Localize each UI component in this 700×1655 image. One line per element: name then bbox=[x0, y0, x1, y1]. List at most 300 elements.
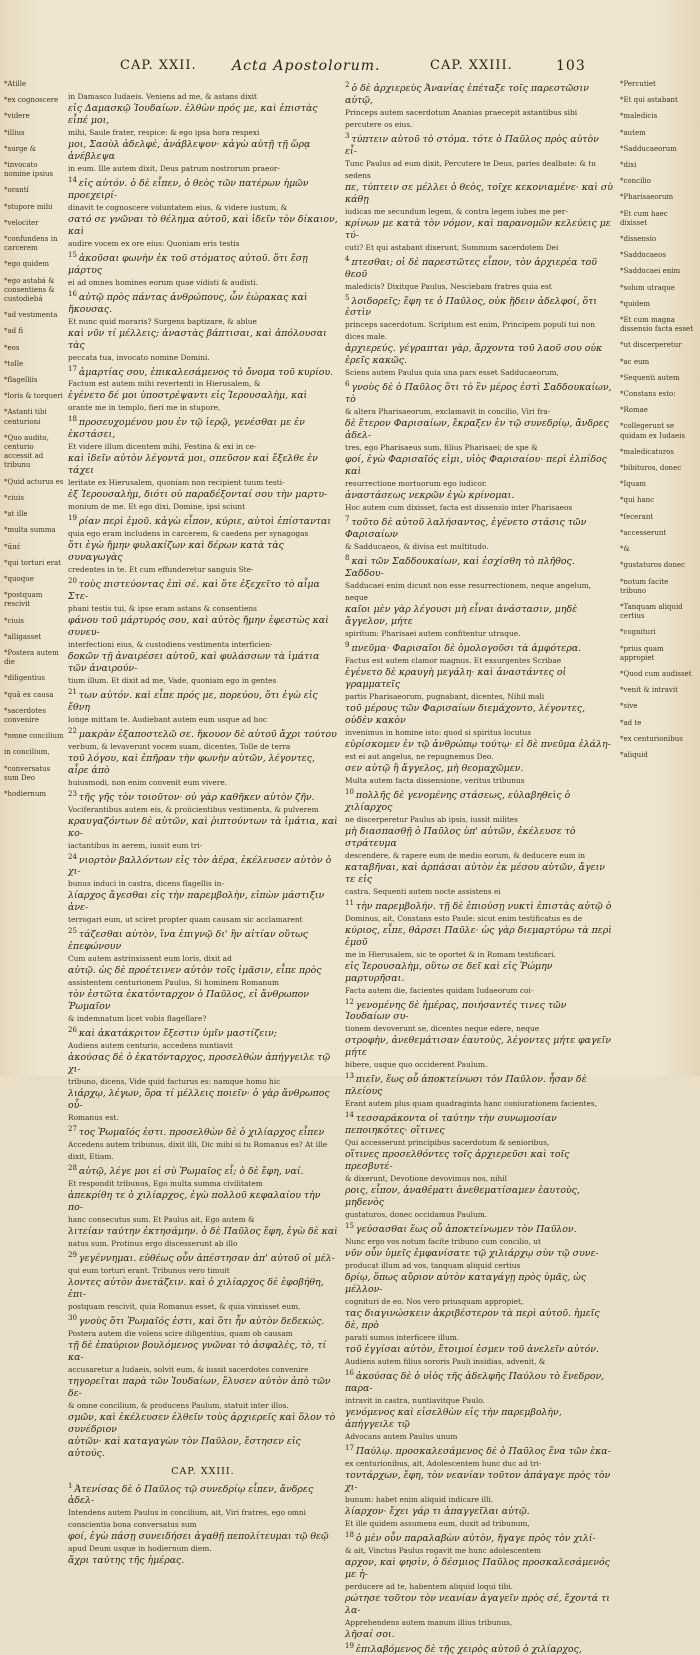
margin-note: *autem bbox=[620, 128, 646, 137]
verse-number: 19 bbox=[68, 514, 77, 523]
margin-note: *notum facite tribuno bbox=[620, 577, 669, 595]
greek-text: φοί, ἐγὼ Φαρισαῖός εἰμι, υἱὸς Φαρισαίου· περὶ ἐλπίδος καὶ bbox=[345, 454, 607, 478]
margin-note: *Tanquam aliquid certius bbox=[620, 602, 683, 621]
margin-note: *quā ex causa bbox=[4, 690, 54, 699]
running-title: Acta Apostolorum. bbox=[232, 58, 381, 74]
verse-number: 7 bbox=[345, 515, 350, 524]
greek-text: λιτείαν ταύτην ἐκτησάμην. ὁ δὲ Παῦλος ἔφη, ἐγὼ δὲ καὶ bbox=[68, 1225, 338, 1237]
greek-text: ἐγένετο δέ μοι ὑποστρέψαντι εἰς Ἱερουσαλὴμ, καὶ bbox=[68, 390, 308, 402]
latin-text: Cum autem astrinxissent eum loris, dixit ad bbox=[68, 954, 232, 964]
verse-number: 11 bbox=[345, 898, 354, 907]
verse-paragraph bbox=[345, 1368, 613, 1407]
verse-paragraph bbox=[345, 182, 613, 218]
verse-paragraph bbox=[68, 926, 338, 965]
verse-paragraph bbox=[68, 1250, 338, 1277]
verse-paragraph bbox=[68, 789, 338, 816]
greek-text: τοῦ μέρους τῶν Φαρισαίων διεμάχοντο, λέγοντες, οὐδὲν κακὸν bbox=[345, 702, 586, 726]
latin-text: interfectioni eius, & custodiens vestimenta interficien- bbox=[68, 640, 273, 650]
greek-text: καὶ τῶν Σαδδουκαίων, καὶ ἐσχίσθη τὸ πλῆθος. Σαδδου- bbox=[345, 556, 575, 580]
margin-note: *orantí bbox=[4, 186, 29, 195]
greek-text: τὴν παρεμβολήν. τῇ δὲ ἐπιούσῃ νυκτὶ ἐπιστὰς αὐτῷ ὁ bbox=[355, 900, 612, 912]
verse-paragraph bbox=[345, 826, 613, 862]
greek-text: λιάρχῳ, λέγων, ὅρα τί μέλλεις ποιεῖν· ὁ γὰρ ἄνθρωπος οὗ- bbox=[68, 1088, 330, 1112]
verse-paragraph bbox=[68, 1124, 338, 1163]
greek-text: τηγορεῖται παρὰ τῶν Ἰουδαίων, ἔλυσεν αὐτὸν ἀπὸ τῶν δε- bbox=[68, 1375, 331, 1399]
margin-note: *postquam rescivit bbox=[4, 591, 43, 609]
margin-note: *surge & bbox=[4, 144, 37, 153]
greek-text: καὶ νῦν τί μέλλεις; ἀναστὰς βάπτισαι, καὶ ἀπόλουσαι τὰς bbox=[68, 327, 327, 351]
verse-paragraph bbox=[345, 763, 613, 787]
greek-text: πε, τύπτειν σε μέλλει ὁ θεὸς, τοῖχε κεκονιαμένε· καὶ σὺ κάθῃ bbox=[345, 181, 613, 205]
margin-note: *ego quidem bbox=[4, 260, 50, 269]
latin-text: cognituri de eo. Nos vero priusquam appropiet, bbox=[345, 1297, 524, 1307]
verse-paragraph bbox=[345, 1557, 613, 1593]
latin-text: bibere, usque quo occiderent Paulum. bbox=[345, 1060, 488, 1070]
verse-paragraph bbox=[345, 1149, 613, 1185]
verse-paragraph bbox=[345, 454, 613, 490]
latin-text: Erant autem plus quam quadraginta hanc coniurationem facientes, bbox=[345, 1099, 598, 1109]
margin-note: *illius bbox=[4, 128, 25, 137]
verse-paragraph bbox=[68, 1052, 338, 1088]
verse-paragraph bbox=[345, 1344, 613, 1368]
margin-note: *qui hanc bbox=[620, 496, 655, 505]
verse-paragraph bbox=[345, 379, 613, 418]
margin-note: *multa summa bbox=[4, 526, 56, 535]
verse-paragraph bbox=[68, 753, 338, 789]
verse-number: 18 bbox=[68, 415, 77, 424]
verse-number: 14 bbox=[345, 1111, 354, 1120]
latin-text: Et respondit tribunus, Ego multa summa civilitatem bbox=[68, 1178, 263, 1188]
margin-note: *Postera autem die bbox=[4, 648, 59, 667]
latin-text: Et ille quidem assumens eum, duxit ad tribunum, bbox=[345, 1518, 530, 1528]
margin-note: *dixi bbox=[620, 161, 637, 170]
verse-paragraph bbox=[68, 989, 338, 1025]
greek-text: γνοὺς δὲ ὁ Παῦλος ὅτι τὸ ἓν μέρος ἐστὶ Σαδδουκαίων, τὸ bbox=[345, 382, 612, 406]
verse-paragraph bbox=[345, 703, 613, 739]
greek-text: αὐτῷ, λέγε μοι εἰ σὺ Ῥωμαῖος εἶ; ὁ δὲ ἔφη, ναί. bbox=[78, 1165, 304, 1177]
greek-text: μακρὰν ἐξαποστελῶ σε. ἤκουον δὲ αὐτοῦ ἄχρι τούτου bbox=[78, 728, 337, 740]
verse-paragraph bbox=[345, 293, 613, 344]
greek-text: νῦν οὖν ὑμεῖς ἐμφανίσατε τῷ χιλιάρχῳ σὺν τῷ συνε- bbox=[345, 1248, 599, 1260]
margin-note: *Quod cum audisset bbox=[620, 669, 692, 678]
margin-note: *ad fi bbox=[4, 327, 24, 336]
verse-paragraph bbox=[345, 1443, 613, 1470]
latin-text: in Damasco Iudaeis. Veniens ad me, & astans dixit bbox=[68, 92, 257, 101]
margin-note: *fecerant bbox=[620, 512, 654, 521]
verse-paragraph bbox=[68, 453, 338, 489]
margin-note: *Atille bbox=[4, 80, 27, 88]
greek-text: μοι, Σαοὺλ ἀδελφὲ, ἀνάβλεψον· κἀγὼ αὐτῇ τῇ ὥρᾳ ἀνέβλεψα bbox=[68, 139, 311, 162]
latin-text: accusaretur a Iudaeis, solvit eum, & iussit sacerdotes convenire bbox=[68, 1364, 309, 1374]
latin-text: invenimus in homine isto: quod si spiritus locutus bbox=[345, 727, 532, 737]
greek-text: τοῦ λόγου, καὶ ἐπῆραν τὴν φωνὴν αὐτῶν, λέγοντες, αἶρε ἀπὸ bbox=[68, 752, 316, 776]
greek-text: ὁ μὲν οὖν παραλαβὼν αὐτὸν, ἤγαγε πρὸς τὸν χιλί- bbox=[355, 1532, 596, 1544]
verse-paragraph bbox=[68, 1555, 338, 1567]
greek-text: δρίῳ, ὅπως αὔριον αὐτὸν καταγάγῃ πρὸς ὑμᾶς, ὡς μέλλον- bbox=[345, 1272, 587, 1296]
latin-text: perducere ad te, habentem aliquid loqui tibi. bbox=[345, 1581, 514, 1591]
latin-text: hanc consecutus sum. Et Paulus ait, Ego autem & bbox=[68, 1214, 255, 1224]
margin-note: *ex centurionibus bbox=[620, 734, 683, 743]
verse-paragraph bbox=[68, 726, 338, 753]
margin-note: *collegerunt se quidam ex Iudaeis bbox=[620, 422, 685, 440]
verse-paragraph bbox=[345, 1470, 613, 1506]
margin-note: *Et qui astabant bbox=[620, 96, 678, 105]
verse-paragraph bbox=[345, 1308, 613, 1344]
verse-paragraph bbox=[345, 898, 613, 925]
margin-note: *velociter bbox=[4, 218, 39, 227]
latin-text: producat illum ad vos, tanquam aliquid certius bbox=[345, 1261, 521, 1271]
margin-note: *aliquid bbox=[620, 750, 648, 759]
latin-text: phani testis tui, & ipse eram astans & consentiens bbox=[68, 604, 257, 614]
latin-text: Qui accesserunt principibus sacerdotum & senioribus, bbox=[345, 1138, 550, 1148]
chapter-paragraphs bbox=[68, 1481, 338, 1568]
latin-text: Apprehendens autem manum illius tribunus, bbox=[345, 1617, 513, 1627]
greek-text: κρίνων με κατὰ τὸν νόμον, καὶ παρανομῶν κελεύεις με τύ- bbox=[345, 217, 611, 241]
latin-text: Advocans autem Paulus unum bbox=[345, 1431, 458, 1441]
verse-paragraph bbox=[68, 1481, 338, 1532]
verse-number: 5 bbox=[345, 293, 350, 302]
margin-note: *invocato nomine ipsius bbox=[4, 161, 54, 179]
latin-text: Multa autem facta dissensione, veritus tribunus bbox=[345, 775, 525, 785]
latin-text: dinavit te cognoscere voluntatem eius, & videre iustum, & bbox=[68, 202, 288, 212]
latin-text: credentes in te. Et cum effunderetur sanguis Ste- bbox=[68, 565, 254, 575]
page-header bbox=[0, 10, 700, 74]
margin-note: *ex cognoscere bbox=[4, 96, 59, 105]
latin-text: natus sum. Protinus ergo discesserunt ab illo bbox=[68, 1238, 238, 1248]
verse-paragraph bbox=[68, 489, 338, 513]
greek-text: φοί, ἐγὼ πάσῃ συνειδήσει ἀγαθῇ πεπολίτευμαι τῷ θεῷ bbox=[68, 1531, 329, 1543]
margin-note: *alligasset bbox=[4, 632, 42, 641]
latin-text: Sciens autem Paulus quia una pars esset Sadducaeorum, bbox=[345, 368, 559, 378]
greek-text: Ἀτενίσας δὲ ὁ Παῦλος τῷ συνεδρίῳ εἶπεν, ἄνδρες ἀδελ- bbox=[68, 1483, 314, 1507]
verse-paragraph bbox=[345, 1629, 613, 1641]
margin-note: *ᾱπέ bbox=[4, 542, 21, 551]
greek-text: γενομένης δὲ ἡμέρας, ποιήσαντές τινες τῶν Ἰουδαίων συ- bbox=[345, 999, 567, 1023]
verse-number: 24 bbox=[68, 852, 77, 861]
greek-text: εἰς Δαμασκῷ Ἰουδαίων. ἐλθὼν πρός με, καὶ ἐπιστὰς εἶπέ μοι, bbox=[68, 103, 318, 126]
greek-text: ἐγένετο δὲ κραυγὴ μεγάλη· καὶ ἀναστάντες οἱ γραμματεῖς bbox=[345, 666, 567, 690]
latin-text: assistentem centurionem Paulus, Si hominem Romanum bbox=[68, 978, 280, 988]
latin-text: terrogari eum, ut sciret propter quam causam sic acclamarent bbox=[68, 915, 303, 925]
greek-text: κύριος, εἶπε, θάρσει Παῦλε· ὡς γὰρ διεμαρτύρω τὰ περὶ ἐμοῦ bbox=[345, 924, 612, 948]
verse-paragraph bbox=[345, 1221, 613, 1248]
margin-note: *Pharisaeorum bbox=[620, 193, 674, 202]
latin-text: & altera Pharisaeorum, exclamavit in concilio, Viri fra- bbox=[345, 407, 551, 417]
greek-text: σεν αὐτῷ ἢ ἄγγελος, μὴ θεομαχῶμεν. bbox=[345, 762, 524, 774]
latin-text: Et videre illum dicentem mihi, Festina & exi in ce- bbox=[68, 442, 257, 452]
verse-number: 18 bbox=[345, 1530, 354, 1539]
latin-text: Postera autem die volens scire diligentius, quam ob causam bbox=[68, 1328, 293, 1338]
latin-text: tribuno, dicens, Vide quid facturus es: namque homo hic bbox=[68, 1077, 281, 1087]
latin-text: & omne concilium, & producens Paulum, statuit inter illos. bbox=[68, 1400, 289, 1410]
verse-paragraph bbox=[345, 1248, 613, 1272]
greek-text: αὐτῶν· καὶ καταγαγὼν τὸν Παῦλον, ἔστησεν εἰς αὐτούς. bbox=[68, 1435, 301, 1459]
latin-text: postquam rescivit, quia Romanus esset, & quia vinxisset eum. bbox=[68, 1301, 301, 1311]
greek-text: ἀπεκρίθη τε ὁ χιλίαρχος, ἐγὼ πολλοῦ κεφαλαίου τὴν πο- bbox=[68, 1189, 321, 1213]
verse-paragraph bbox=[68, 1163, 338, 1190]
margin-note: *confundens in carcerem bbox=[4, 235, 58, 253]
verse-paragraph bbox=[68, 890, 338, 926]
margin-note: *Percutiet bbox=[620, 80, 656, 88]
margin-note: *ac eum bbox=[620, 357, 650, 366]
margin-note: *maledicis bbox=[620, 112, 658, 121]
margin-note: *quoque bbox=[4, 574, 34, 583]
verse-paragraph bbox=[68, 414, 338, 453]
latin-text: Facta autem die, facientes quidam Iudaeorum coi- bbox=[345, 985, 534, 995]
latin-text: iactantibus in aerem, iussit eum tri- bbox=[68, 840, 203, 850]
verse-paragraph bbox=[345, 1185, 613, 1221]
margin-note: *Et cum haec dixisset bbox=[620, 209, 668, 227]
verse-number: 12 bbox=[345, 997, 354, 1006]
greek-text: των αὐτόν. καὶ εἶπε πρός με, πορεύου, ὅτι ἐγὼ εἰς ἔθνη bbox=[68, 689, 318, 713]
greek-text: εἰς Ἱερουσαλὴμ, οὕτω σε δεῖ καὶ εἰς Ῥώμην μαρτυρῆσαι. bbox=[345, 960, 553, 984]
greek-text: πολλῆς δὲ γενομένης στάσεως, εὐλαβηθεὶς ὁ χιλίαρχος bbox=[345, 789, 571, 813]
verse-paragraph bbox=[345, 787, 613, 826]
greek-text: προσευχομένου μου ἐν τῷ ἱερῷ, γενέσθαι με ἐν ἐκστάσει, bbox=[68, 417, 305, 441]
verse-paragraph bbox=[345, 1071, 613, 1110]
greek-text: φάνου τοῦ μάρτυρός σου, καὶ αὐτὸς ἤμην ἐφεστὼς καὶ συνευ- bbox=[68, 615, 329, 639]
verse-paragraph bbox=[345, 739, 613, 763]
margin-note: *& bbox=[620, 545, 630, 554]
verse-paragraph bbox=[68, 687, 338, 726]
margin-note: *prius quam appropiet bbox=[620, 644, 664, 662]
margin-note: *bibituros, donec bbox=[620, 464, 682, 473]
latin-text: longe mittam te. Audiebant autem eum usque ad hoc bbox=[68, 714, 267, 724]
verse-number: 2 bbox=[345, 81, 350, 89]
greek-text: σατό σε γνῶναι τὸ θέλημα αὐτοῦ, καὶ ἰδεῖν τὸν δίκαιον, καὶ bbox=[68, 213, 338, 237]
greek-text: ἐπιλαβόμενος δὲ τῆς χειρὸς αὐτοῦ ὁ χιλίαρχος, bbox=[355, 1643, 582, 1655]
verse-paragraph bbox=[68, 390, 338, 414]
left-text-column bbox=[68, 80, 338, 1567]
verse-number: 8 bbox=[345, 554, 350, 563]
greek-text: μὴ διασπασθῇ ὁ Παῦλος ὑπ' αὐτῶν, ἐκέλευσε τὸ στράτευμα bbox=[345, 825, 576, 849]
margin-note: *venit & intravit bbox=[620, 686, 678, 695]
latin-text: peccata tua, invocato nomine Domini. bbox=[68, 352, 210, 362]
left-paragraphs bbox=[68, 80, 338, 1460]
latin-text: & indemnatum licet vobis flagellare? bbox=[68, 1014, 207, 1024]
margin-note: *gustaturos donec bbox=[620, 561, 686, 570]
verse-paragraph bbox=[68, 328, 338, 364]
verse-paragraph bbox=[68, 852, 338, 891]
verse-number: 27 bbox=[68, 1125, 77, 1134]
greek-text: δὲ ἕτερον Φαρισαίων, ἔκραξεν ἐν τῷ συνεδρίῳ, ἄνδρες ἀδελ- bbox=[345, 418, 609, 442]
latin-text: ei ad omnes homines eorum quae vidisti & audisti. bbox=[68, 277, 259, 287]
verse-paragraph bbox=[68, 1412, 338, 1436]
greek-text: τοῦ ἐγγίσαι αὐτὸν, ἕτοιμοί ἐσμεν τοῦ ἀνελεῖν αὐτόν. bbox=[345, 1344, 599, 1356]
margin-note: *flagelliis bbox=[4, 376, 38, 385]
greek-text: λοιδορεῖς; ἔφη τε ὁ Παῦλος, οὐκ ᾔδειν ἀδελφοί, ὅτι ἐστὶν bbox=[345, 295, 598, 319]
latin-text: tres, ego Pharisaeus sum, filius Pharisaei; de spe & bbox=[345, 443, 538, 453]
verse-number: 19 bbox=[345, 1641, 354, 1650]
greek-text: ἀκούσας δὲ ὁ ἑκατόνταρχος, προσελθὼν ἀπήγγειλε τῷ χι- bbox=[68, 1052, 331, 1076]
greek-text: ροις, εἶπον, ἀναθέματι ἀνεθεματίσαμεν ἑαυτοὺς, μηδενὸς bbox=[345, 1185, 580, 1209]
greek-text: ἀκούσας δὲ ὁ υἱὸς τῆς ἀδελφῆς Παύλου τὸ ἔνεδρον, παρα- bbox=[345, 1370, 605, 1394]
verse-paragraph bbox=[68, 139, 338, 175]
greek-text: ἐξ Ἱερουσαλὴμ, διότι οὐ παραδέξονταί σου τὴν μαρτυ- bbox=[68, 489, 328, 501]
verse-number: 23 bbox=[68, 789, 77, 798]
verse-number: 25 bbox=[68, 927, 77, 936]
latin-text: in eum. Ille autem dixit, Deus patrum nostrorum praeor- bbox=[68, 164, 280, 173]
verse-paragraph bbox=[345, 1641, 613, 1655]
greek-text: ὅτι ἐγὼ ἤμην φυλακίζων καὶ δέρων κατὰ τὰς συναγωγὰς bbox=[68, 540, 284, 564]
latin-text: Accedens autem tribunus, dixit illi, Dic mihi si tu Romanus es? At ille dixit, Etiam. bbox=[68, 1140, 328, 1162]
margin-note: *sacerdotes convenire bbox=[4, 706, 46, 724]
greek-text: τοῦτο δὲ αὐτοῦ λαλήσαντος, ἐγένετο στάσις τῶν Φαρισαίων bbox=[345, 517, 587, 541]
latin-text: Vociferantibus autem eis, & proiicientibus vestimenta, & pulverem bbox=[68, 804, 319, 814]
latin-text: bunus induci in castra, dicens flagellis in- bbox=[68, 879, 224, 889]
greek-text: λίαρχον· ἔχει γάρ τι ἀπαγγεῖλαι αὐτῷ. bbox=[345, 1505, 530, 1517]
verse-paragraph bbox=[68, 289, 338, 328]
margin-note: *ad vestimenta bbox=[4, 311, 58, 320]
margin-note: *ad te bbox=[620, 718, 642, 727]
greek-text: νιορτὸν βαλλόντων εἰς τὸν ἀέρα, ἐκέλευσεν αὐτὸν ὁ χι- bbox=[68, 854, 332, 878]
greek-text: ρίαν περὶ ἐμοῦ. κἀγὼ εἶπον, κύριε, αὐτοὶ ἐπίστανται bbox=[78, 516, 332, 528]
latin-text: me in Hierusalem, sic te oportet & in Romam testificari. bbox=[345, 949, 556, 959]
greek-text: ἀρχιερεύς. γέγραπται γὰρ, ἄρχοντα τοῦ λαοῦ σου οὐκ ἐρεῖς κακῶς. bbox=[345, 343, 603, 367]
verse-paragraph bbox=[345, 640, 613, 667]
margin-note: *Sadducaei enim bbox=[620, 267, 681, 276]
latin-text: ne discerperetur Paulus ab ipsis, iussit milites bbox=[345, 814, 518, 824]
verse-paragraph bbox=[68, 615, 338, 651]
greek-text: στροφὴν, ἀνεθεμάτισαν ἑαυτοὺς, λέγοντες μήτε φαγεῖν μήτε bbox=[345, 1035, 611, 1059]
verse-number: 4 bbox=[345, 254, 350, 263]
verse-number: 9 bbox=[345, 641, 350, 650]
greek-text: δοκῶν τῇ ἀναιρέσει αὐτοῦ, καὶ φυλάσσων τὰ ἱμάτια τῶν ἀναιρούν- bbox=[68, 651, 320, 675]
verse-paragraph bbox=[68, 816, 338, 852]
greek-text: καταβῆναι, καὶ ἁρπάσαι αὐτὸν ἐκ μέσου αὐτῶν, ἄγειν τε εἰς bbox=[345, 861, 605, 885]
verse-paragraph bbox=[345, 218, 613, 254]
verse-paragraph bbox=[345, 667, 613, 703]
greek-text: οἵτινες προσελθόντες τοῖς ἀρχιερεῦσι καὶ τοῖς πρεσβυτέ- bbox=[345, 1149, 570, 1173]
margin-note: *ut discerperetur bbox=[620, 341, 682, 350]
verse-paragraph bbox=[68, 1277, 338, 1313]
greek-text: πιεῖν, ἕως οὗ ἀποκτείνωσι τὸν Παῦλον. ἦσαν δὲ πλείους bbox=[345, 1074, 587, 1098]
verse-paragraph bbox=[345, 604, 613, 640]
verse-number: 29 bbox=[68, 1250, 77, 1259]
verse-paragraph bbox=[345, 1035, 613, 1071]
latin-text: qui eum torturi erant. Tribunus vero timuit bbox=[68, 1265, 230, 1275]
greek-text: πνεῦμα· Φαρισαῖοι δὲ ὁμολογοῦσι τὰ ἀμφότερα. bbox=[351, 642, 582, 654]
verse-number: 17 bbox=[68, 364, 77, 373]
verse-number: 1 bbox=[68, 1481, 73, 1490]
page-number: 103 bbox=[556, 58, 586, 74]
verse-number: 21 bbox=[68, 688, 77, 697]
right-margin-notes bbox=[620, 80, 696, 1060]
verse-paragraph bbox=[345, 343, 613, 379]
verse-paragraph bbox=[68, 80, 338, 103]
verse-paragraph bbox=[68, 364, 338, 391]
verse-paragraph bbox=[345, 418, 613, 454]
latin-text: Audiens autem centurio, accedens nuntiavit bbox=[68, 1041, 233, 1051]
margin-note: *quidem bbox=[620, 299, 650, 308]
latin-text: Nunc ergo vos notum facite tribuno cum concilio, ut bbox=[345, 1237, 541, 1247]
latin-text: Audiens autem filius sororis Pauli insidias, advenit, & bbox=[345, 1357, 546, 1367]
verse-number: 16 bbox=[345, 1369, 354, 1378]
verse-number: 20 bbox=[68, 577, 77, 586]
margin-note: *conversatus sum Deo bbox=[4, 764, 51, 782]
latin-text: Sadducaei enim dicunt non esse resurrectionem, neque angelum, neque bbox=[345, 581, 592, 603]
margin-note: *sive bbox=[620, 702, 638, 711]
latin-text: verbum, & levaverunt vocem suam, dicentes, Tolle de terra bbox=[68, 741, 291, 751]
verse-number: 16 bbox=[68, 289, 77, 298]
verse-paragraph bbox=[68, 214, 338, 250]
margin-note: *maledicaturos bbox=[620, 447, 674, 456]
latin-text: iudicas me secundum legem, & contra legem iubes me per- bbox=[345, 206, 568, 216]
verse-number: 17 bbox=[345, 1443, 354, 1452]
greek-text: ὁ δὲ ἀρχιερεὺς Ἀνανίας ἐπέταξε τοῖς παρεστῶσιν αὐτῷ, bbox=[345, 82, 589, 106]
greek-text: ἀκοῦσαι φωνὴν ἐκ τοῦ στόματος αὐτοῦ. ὅτι ἔσῃ μάρτυς bbox=[68, 252, 308, 276]
latin-text: resurrectione mortuorum ego iudicor. bbox=[345, 479, 487, 489]
verse-paragraph bbox=[345, 1110, 613, 1149]
latin-text: huiusmodi, non enim convenit eum vivere. bbox=[68, 777, 228, 787]
verse-number: 10 bbox=[345, 787, 354, 796]
verse-paragraph bbox=[68, 1376, 338, 1412]
right-chapter-label: CAP. XXIII. bbox=[430, 58, 513, 73]
latin-text: mihi, Saule frater, respice: & ego ipsa hora respexi bbox=[68, 128, 260, 137]
greek-text: καὶ ἰδεῖν αὐτὸν λέγοντά μοι, σπεῦσον καὶ ἔξελθε ἐν τάχει bbox=[68, 453, 318, 477]
verse-number: 6 bbox=[345, 380, 350, 389]
margin-note: *cognituri bbox=[620, 628, 656, 637]
greek-text: πτεσθαι; οἱ δὲ παρεστῶτες εἶπον, τὸν ἀρχιερέα τοῦ θεοῦ bbox=[345, 256, 597, 280]
greek-text: τύπτειν αὐτοῦ τὸ στόμα. τότε ὁ Παῦλος πρὸς αὐτὸν εἶ- bbox=[345, 133, 599, 157]
left-margin-notes bbox=[4, 80, 64, 1060]
verse-paragraph bbox=[345, 1407, 613, 1443]
latin-text: Intendens autem Paulus in concilium, ait, Viri fratres, ego omni conscientia bona conversatus sum bbox=[68, 1508, 307, 1530]
verse-paragraph bbox=[68, 1190, 338, 1226]
greek-text: εἰς αὐτόν. ὁ δὲ εἶπεν, ὁ θεὸς τῶν πατέρων ἡμῶν προεχειρί- bbox=[68, 177, 309, 201]
verse-paragraph bbox=[345, 997, 613, 1036]
latin-text: Hoc autem cum dixisset, facta est dissensio inter Pharisaeos bbox=[345, 503, 573, 513]
verse-paragraph bbox=[68, 250, 338, 289]
verse-paragraph bbox=[68, 103, 338, 139]
right-text-column bbox=[345, 80, 613, 1655]
greek-text: λῆσαί σοι. bbox=[345, 1628, 395, 1640]
margin-note: *solum utraque bbox=[620, 283, 675, 292]
verse-paragraph bbox=[68, 1088, 338, 1124]
verse-number: 13 bbox=[345, 1072, 354, 1081]
greek-text: αὐτῷ πρὸς πάντας ἀνθρώπους, ὧν ἑώρακας καὶ ἤκουσας. bbox=[68, 291, 308, 315]
latin-text: bunum: habet enim aliquid indicare illi. bbox=[345, 1494, 494, 1504]
greek-text: τάζεσθαι αὐτὸν, ἵνα ἐπιγνῷ δι' ἣν αἰτίαν οὕτως ἐπεφώνουν bbox=[68, 929, 309, 953]
margin-note: *Sequenti autem bbox=[620, 373, 680, 382]
margin-note: *videre bbox=[4, 112, 30, 121]
verse-number: 15 bbox=[345, 1222, 354, 1231]
margin-note: *eos bbox=[4, 343, 20, 352]
latin-text: princeps sacerdotum. Scriptum est enim, Principem populi tui non dices male. bbox=[345, 320, 595, 342]
greek-text: τεσσαράκοντα οἱ ταύτην τὴν συνωμοσίαν πεποιηκότες· οἵτινες bbox=[345, 1113, 557, 1137]
verse-paragraph bbox=[68, 1025, 338, 1052]
verse-paragraph bbox=[345, 131, 613, 182]
margin-note: *Sadducaeos bbox=[620, 251, 666, 260]
margin-note: *dissensio bbox=[620, 235, 657, 244]
margin-note: *ego astabá & consentiens & custodiebá bbox=[4, 276, 55, 304]
latin-text: maledicis? Dixitque Paulus, Nesciebam fratres quia est bbox=[345, 281, 552, 291]
chapter-heading: CAP. XXIII. bbox=[171, 1465, 235, 1477]
greek-text: ἀναστάσεως νεκρῶν ἐγὼ κρίνομαι. bbox=[345, 490, 515, 502]
greek-text: ἁμαρτίας σου, ἐπικαλεσάμενος τὸ ὄνομα τοῦ κυρίου. bbox=[78, 366, 334, 378]
latin-text: audire vocem ex ore eius: Quoniam eris testis bbox=[68, 238, 240, 248]
margin-note: *Et cum magna dissensio facta esset bbox=[620, 316, 694, 334]
verse-paragraph bbox=[345, 80, 613, 131]
verse-number: 28 bbox=[68, 1164, 77, 1173]
left-chapter-label: CAP. XXII. bbox=[120, 58, 197, 73]
latin-text: & Sadducaeos, & divisa est multitudo. bbox=[345, 542, 489, 552]
verse-number: 22 bbox=[68, 726, 77, 735]
margin-note: *Quid acturus es bbox=[4, 477, 64, 486]
verse-paragraph bbox=[68, 576, 338, 615]
latin-text: partis Pharisaeorum, pugnabant, dicentes, Nihil mali bbox=[345, 691, 545, 701]
latin-text: est ei aut angelus, ne repugnemus Deo. bbox=[345, 751, 494, 761]
